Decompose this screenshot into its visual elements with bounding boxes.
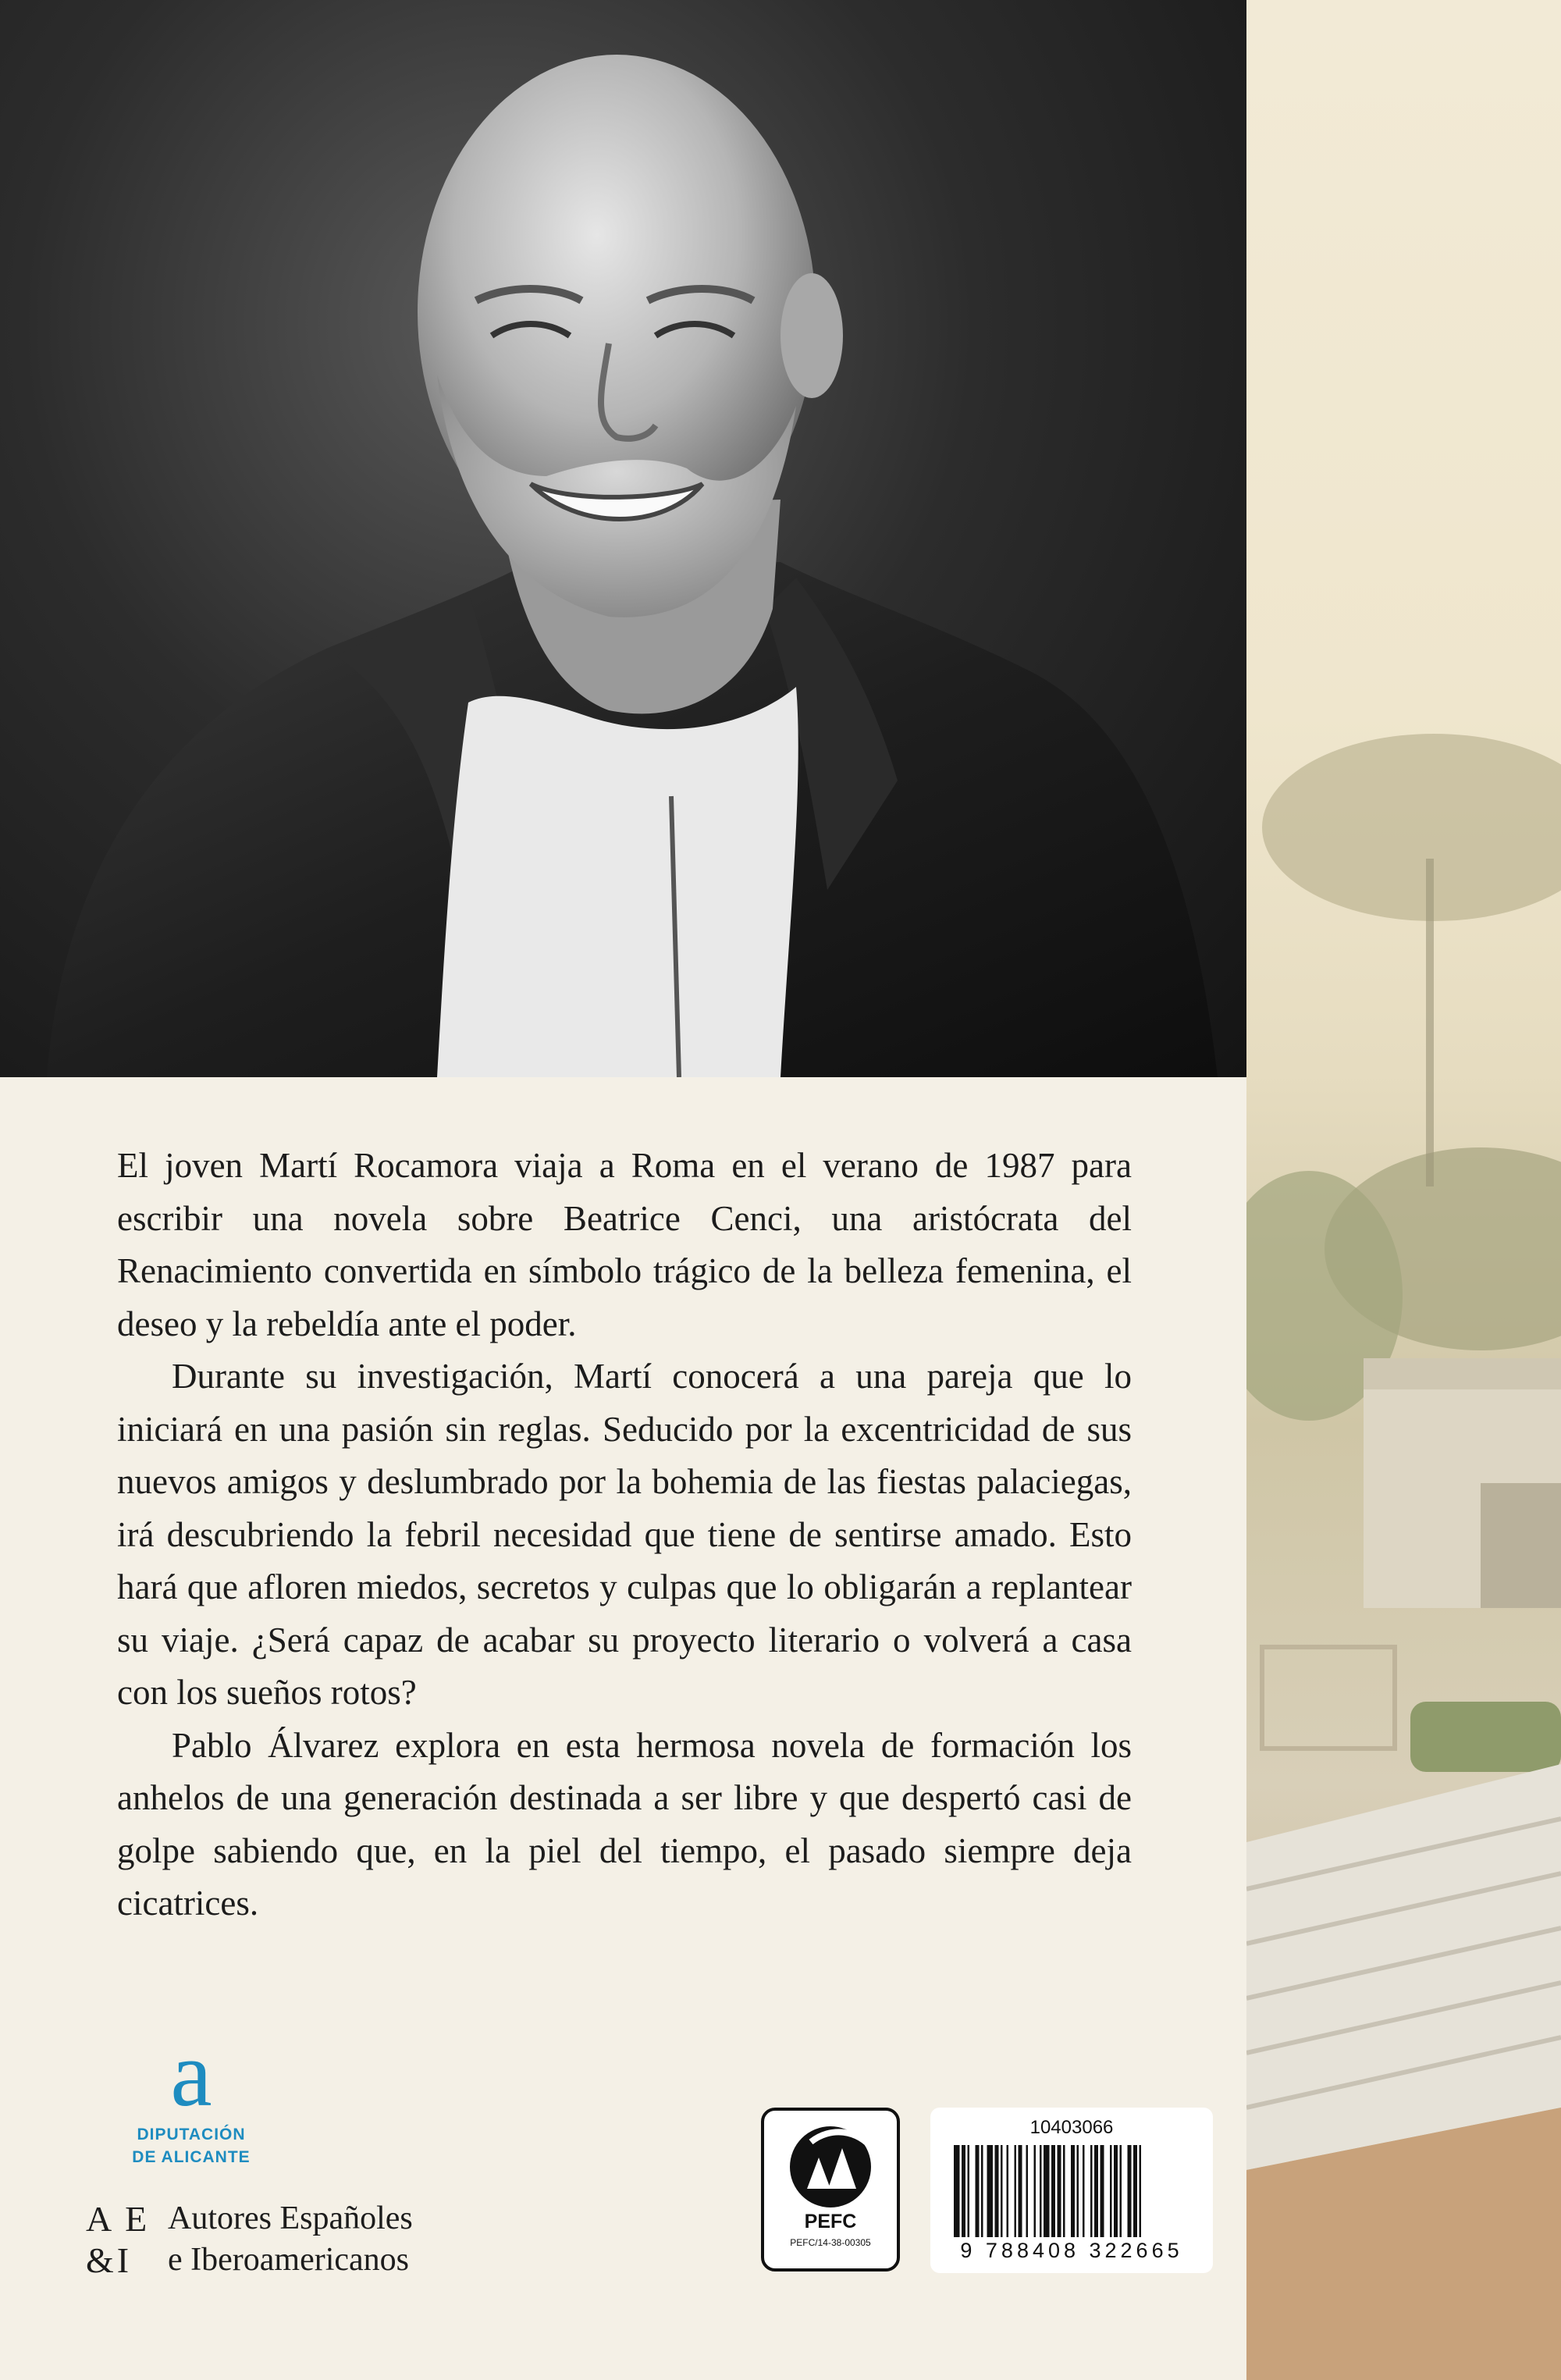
barcode-bar <box>1090 2145 1093 2237</box>
diputacion-line-1: DIPUTACIÓN <box>137 2126 246 2143</box>
barcode-bar <box>981 2145 983 2237</box>
barcode-bar <box>1120 2145 1122 2237</box>
svg-text:a: a <box>170 2033 212 2119</box>
villa-garden-illustration <box>1246 0 1561 2380</box>
barcode-bar <box>1044 2145 1050 2237</box>
barcode-bar <box>1101 2145 1104 2237</box>
barcode-bar <box>1133 2145 1137 2237</box>
synopsis-paragraph-3: Pablo Álvarez explora en esta hermosa novela de formación los anhelos de una generación destinada a ser libre y que despertó casi de golpe sabiendo que, en la piel del tiempo, el pasado siempre deja cicatrices. <box>117 1725 1132 1923</box>
pefc-trees-icon <box>764 2111 897 2212</box>
barcode-bar <box>1094 2145 1098 2237</box>
barcode-bar <box>1051 2145 1055 2237</box>
author-photo <box>0 0 1246 1077</box>
aei-monogram: A E &I <box>86 2199 151 2280</box>
barcode-bar <box>1077 2145 1079 2237</box>
internal-code: 10403066 <box>1029 2117 1114 2138</box>
synopsis-paragraph-1: El joven Martí Rocamora viaja a Roma en el verano de 1987 para escribir una novela sobre Beatrice Cenci, una aristócrata del Renacimiento convertida en símbolo trágico de la belleza femenina, el deseo y la rebeldía ante el poder. <box>117 1146 1132 1343</box>
barcode-bar <box>1083 2145 1085 2237</box>
pefc-label <box>761 2108 900 2271</box>
barcode-bar <box>968 2145 970 2237</box>
isbn-number: 9 788408 322665 <box>960 2239 1183 2262</box>
diputacion-alicante-logo <box>125 2033 258 2168</box>
barcode-bar <box>1001 2145 1003 2237</box>
pefc-code: PEFC/14-38-00305 <box>790 2237 871 2248</box>
synopsis-paragraph-2: Durante su investigación, Martí conocerá a una pareja que lo iniciará en una pasión sin reglas. Seducido por la excentricidad de sus nuevos amigos y deslumbrado por la bohemia de las fiestas palaciegas, irá descubriendo la febril necesidad que tiene de sentirse amado. Esto hará que afloren miedos, secretos y culpas que lo obligarán a replantear su viaje. ¿Será capaz de acabar su proyecto literario o volverá a casa con los sueños rotos? <box>117 1357 1132 1712</box>
author-portrait-illustration <box>0 0 1246 1077</box>
barcode-bar <box>962 2145 965 2237</box>
barcode-bar <box>1019 2145 1022 2237</box>
barcode-bar <box>1026 2145 1029 2237</box>
barcode-bar <box>1071 2145 1075 2237</box>
barcode-bar <box>1114 2145 1118 2237</box>
barcode-bar <box>1063 2145 1065 2237</box>
barcode-bar <box>954 2145 960 2237</box>
front-cover-edge-photo <box>1246 0 1561 2380</box>
barcode-bar <box>976 2145 980 2237</box>
barcode-bar <box>1110 2145 1112 2237</box>
barcode-bar <box>1034 2145 1037 2237</box>
barcode-bar <box>1128 2145 1132 2237</box>
barcode-bar <box>1040 2145 1042 2237</box>
barcode-bar <box>1015 2145 1017 2237</box>
barcode-bar <box>1007 2145 1009 2237</box>
barcode-bar <box>1140 2145 1142 2237</box>
barcode-bars-icon <box>954 2145 1189 2237</box>
isbn-barcode <box>930 2108 1213 2273</box>
pefc-name: PEFC <box>804 2211 857 2232</box>
diputacion-a-icon <box>148 2033 234 2119</box>
barcode-bar <box>995 2145 999 2237</box>
aei-name: Autores Españoles e Iberoamericanos <box>168 2200 413 2278</box>
diputacion-line-2: DE ALICANTE <box>132 2148 251 2166</box>
synopsis <box>117 1140 1132 1930</box>
barcode-bar <box>987 2145 994 2237</box>
barcode-bar <box>1058 2145 1061 2237</box>
